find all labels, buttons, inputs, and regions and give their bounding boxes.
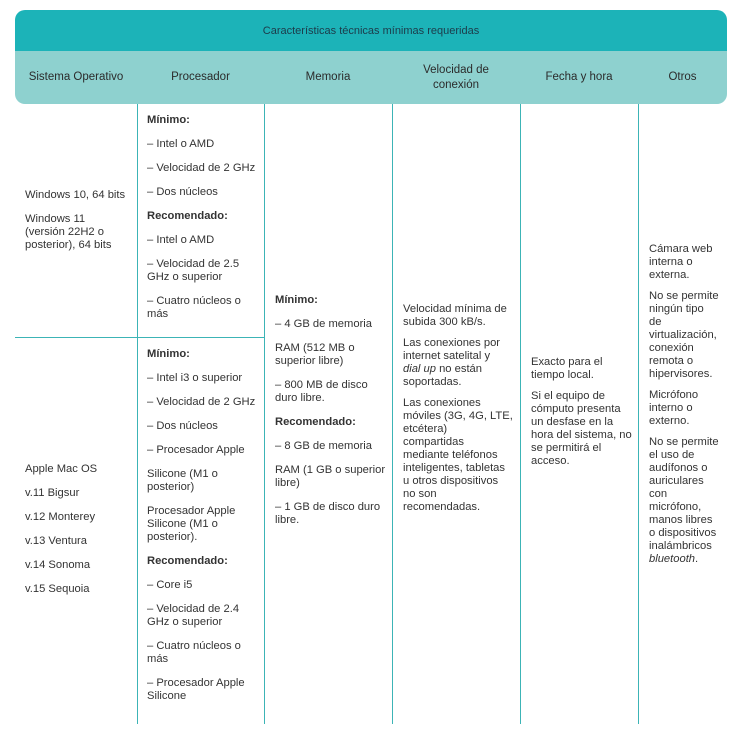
- others-line: No se permite: [649, 436, 719, 448]
- os-line: Apple Mac OS: [25, 463, 98, 475]
- speed-line: Las conexiones por: [403, 337, 501, 349]
- speed-line: móviles (3G, 4G, LTE,: [403, 410, 513, 422]
- others-cell: [649, 243, 729, 566]
- spec-item: Silicone (M1 o: [147, 468, 218, 480]
- os-line: v.14 Sonoma: [25, 559, 91, 571]
- speed-line: no son: [403, 488, 437, 500]
- spec-item: superior libre): [275, 355, 344, 367]
- min-label: Mínimo:: [147, 348, 190, 360]
- spec-item: – Velocidad de 2.4: [147, 603, 240, 615]
- speed-line: [403, 363, 519, 376]
- others-line: o dispositivos: [649, 527, 717, 539]
- datetime-line: un desfase en la: [531, 416, 614, 428]
- os-line: Windows 11: [25, 213, 86, 225]
- others-line: ningún tipo: [649, 303, 704, 315]
- others-line: inalámbricos: [649, 540, 712, 552]
- spec-item: – Cuatro núcleos o: [147, 295, 241, 307]
- os-mac: [25, 463, 135, 596]
- datetime-line: acceso.: [531, 455, 570, 467]
- datetime-line: tiempo local.: [531, 369, 594, 381]
- os-line: v.11 Bigsur: [25, 487, 80, 499]
- header-datetime: Fecha y hora: [545, 71, 613, 84]
- spec-item: más: [147, 653, 169, 665]
- spec-item: – Procesador Apple: [147, 444, 245, 456]
- speed-line: mediante teléfonos: [403, 449, 498, 461]
- speed-line: internet satelital y: [403, 350, 491, 362]
- others-line: virtualización,: [649, 329, 717, 341]
- spec-item: – Cuatro núcleos o: [147, 640, 241, 652]
- min-label: Mínimo:: [147, 114, 190, 126]
- speed-line: subida 300 kB/s.: [403, 316, 486, 328]
- others-line: interno o: [649, 402, 693, 414]
- processor-mac: [147, 348, 262, 703]
- column-divider: [520, 104, 521, 724]
- others-line: audífonos o: [649, 462, 708, 474]
- others-text: .: [695, 553, 699, 565]
- spec-item: posterior).: [147, 531, 198, 543]
- others-line: [649, 553, 729, 566]
- spec-item: libre): [275, 477, 300, 489]
- speed-line: Velocidad mínima de: [403, 303, 507, 315]
- os-line: v.12 Monterey: [25, 511, 96, 523]
- table-title: Características técnicas mínimas requeridas: [15, 10, 727, 51]
- datetime-cell: [531, 356, 637, 468]
- spec-item: Procesador Apple: [147, 505, 236, 517]
- spec-item: – 8 GB de memoria: [275, 440, 373, 452]
- memory-cell: [275, 294, 390, 527]
- processor-windows: [147, 114, 262, 321]
- others-line: de: [649, 316, 662, 328]
- others-line: hipervisores.: [649, 368, 713, 380]
- spec-item: – 4 GB de memoria: [275, 318, 373, 330]
- spec-item: – Procesador Apple: [147, 677, 245, 689]
- header-os: Sistema Operativo: [28, 71, 124, 84]
- column-divider: [638, 104, 639, 724]
- spec-item: – Velocidad de 2 GHz: [147, 162, 256, 174]
- others-line: remota o: [649, 355, 694, 367]
- others-line: externo.: [649, 415, 690, 427]
- spec-item: RAM (1 GB o superior: [275, 464, 386, 476]
- speed-line: soportadas.: [403, 376, 462, 388]
- others-line: conexión: [649, 342, 694, 354]
- speed-line: recomendadas.: [403, 501, 481, 513]
- spec-item: más: [147, 308, 169, 320]
- spec-item: libre.: [275, 514, 300, 526]
- min-label: Mínimo:: [275, 294, 318, 306]
- rec-label: Recomendado:: [147, 210, 228, 222]
- spec-item: – Velocidad de 2.5: [147, 258, 240, 270]
- spec-item: RAM (512 MB o: [275, 342, 355, 354]
- datetime-line: Exacto para el: [531, 356, 603, 368]
- spec-item: GHz o superior: [147, 271, 223, 283]
- spec-item: – Velocidad de 2 GHz: [147, 396, 256, 408]
- speed-line: compartidas: [403, 436, 464, 448]
- datetime-line: hora del sistema, no: [531, 429, 632, 441]
- header-memory: Memoria: [305, 71, 351, 84]
- others-line: externa.: [649, 269, 690, 281]
- others-line: Micrófono: [649, 389, 699, 401]
- table-header-row: [15, 51, 727, 104]
- spec-item: – Dos núcleos: [147, 186, 218, 198]
- others-line: el uso de: [649, 449, 695, 461]
- os-line: posterior), 64 bits: [25, 239, 112, 251]
- spec-item: Silicone: [147, 690, 187, 702]
- others-line: interna o: [649, 256, 693, 268]
- header-processor: Procesador: [171, 71, 230, 84]
- others-line: manos libres: [649, 514, 713, 526]
- bluetooth-text: bluetooth: [649, 553, 696, 565]
- os-line: Windows 10, 64 bits: [25, 189, 126, 201]
- row-divider: [15, 337, 264, 338]
- column-divider: [264, 104, 265, 724]
- others-line: micrófono,: [649, 501, 702, 513]
- spec-item: duro libre.: [275, 392, 325, 404]
- os-line: (versión 22H2 o: [25, 226, 104, 238]
- spec-item: – 800 MB de disco: [275, 379, 368, 391]
- os-windows: [25, 189, 135, 252]
- speed-line: u otros dispositivos: [403, 475, 499, 487]
- datetime-line: Si el equipo de: [531, 390, 606, 402]
- header-speed-line1: Velocidad de: [423, 64, 489, 77]
- header-others: Otros: [668, 71, 697, 84]
- header-speed-line2: conexión: [432, 78, 480, 91]
- spec-item: – Core i5: [147, 579, 193, 591]
- speed-line: Las conexiones: [403, 397, 481, 409]
- header-speed: [392, 51, 520, 104]
- speed-line: inteligentes, tabletas: [403, 462, 505, 474]
- dialup-text: dial up: [403, 363, 436, 375]
- others-line: No se permite: [649, 290, 719, 302]
- spec-item: – 1 GB de disco duro: [275, 501, 381, 513]
- spec-item: – Intel i3 o superior: [147, 372, 243, 384]
- rec-label: Recomendado:: [275, 416, 356, 428]
- os-line: v.13 Ventura: [25, 535, 87, 547]
- rec-label: Recomendado:: [147, 555, 228, 567]
- os-line: v.15 Sequoia: [25, 583, 90, 595]
- spec-item: – Intel o AMD: [147, 138, 215, 150]
- spec-item: – Dos núcleos: [147, 420, 218, 432]
- others-line: auriculares: [649, 475, 704, 487]
- speed-cell: [403, 303, 519, 514]
- speed-text: no están: [435, 363, 482, 375]
- others-line: con: [649, 488, 668, 500]
- spec-item: – Intel o AMD: [147, 234, 215, 246]
- column-divider: [137, 104, 138, 724]
- spec-item: Silicone (M1 o: [147, 518, 218, 530]
- datetime-line: cómputo presenta: [531, 403, 621, 415]
- others-line: Cámara web: [649, 243, 713, 255]
- column-divider: [392, 104, 393, 724]
- datetime-line: se permitirá el: [531, 442, 602, 454]
- spec-item: posterior): [147, 481, 195, 493]
- spec-item: GHz o superior: [147, 616, 223, 628]
- speed-line: etcétera): [403, 423, 448, 435]
